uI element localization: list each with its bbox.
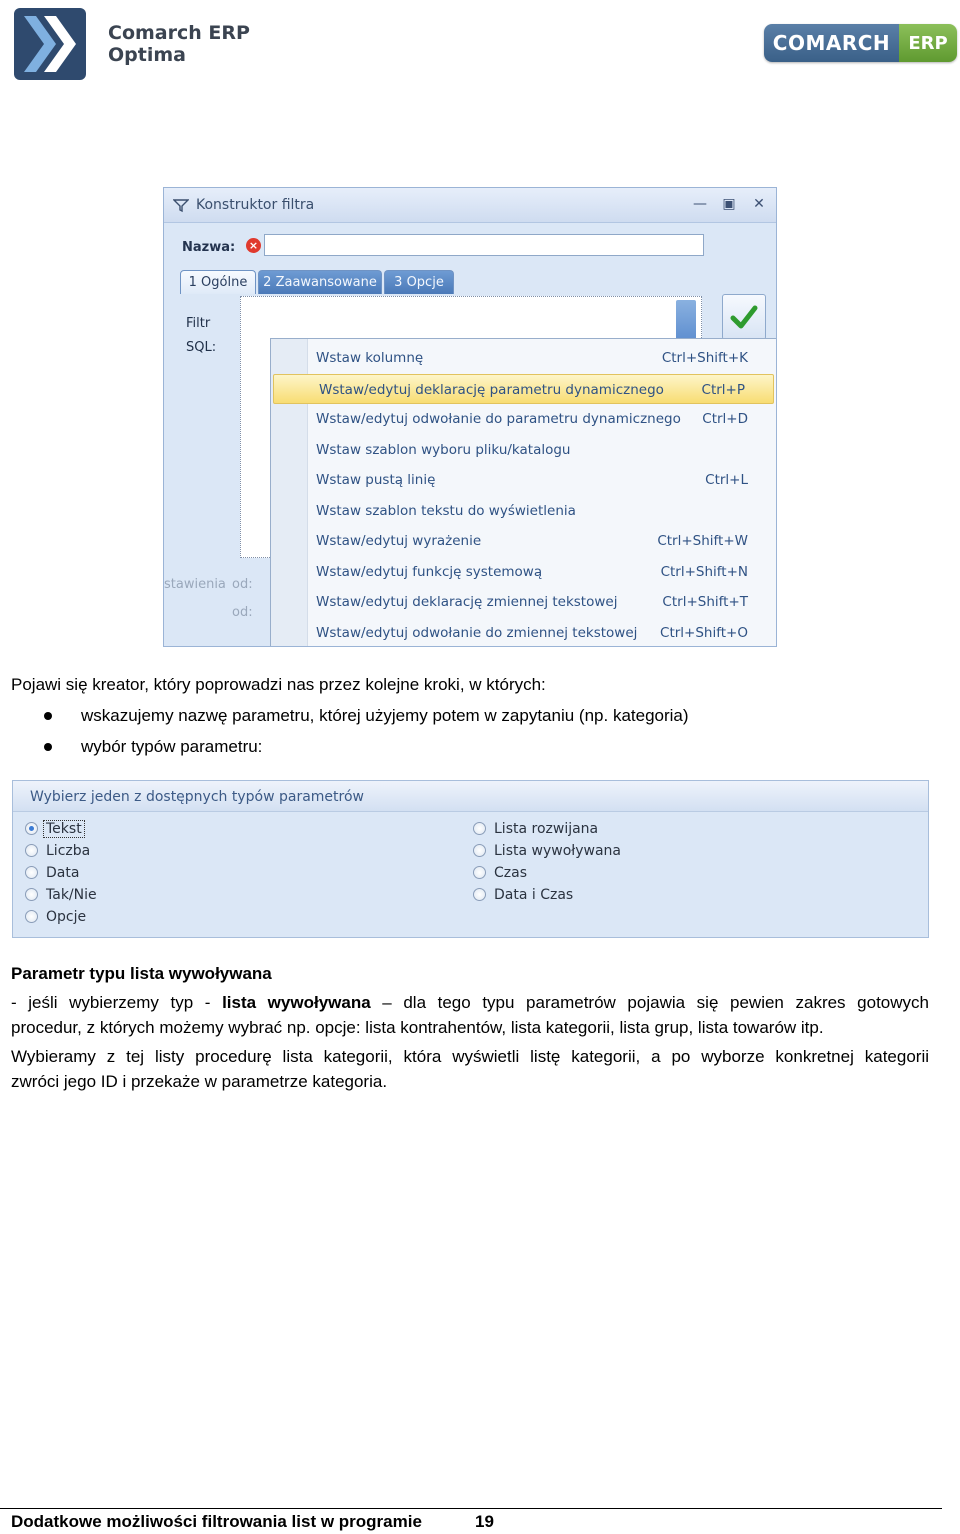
radio-button-icon[interactable] <box>473 888 486 901</box>
tab-options[interactable]: 3 Opcje <box>384 270 454 294</box>
funnel-icon <box>173 197 189 213</box>
filter-sql-label <box>186 312 216 360</box>
menu-item-shortcut: Ctrl+Shift+N <box>660 563 748 580</box>
footer-rule <box>0 1508 942 1509</box>
menu-item-label: Wstaw/edytuj funkcję systemową <box>316 563 543 580</box>
name-label: Nazwa: <box>182 240 236 255</box>
dialog-titlebar <box>164 188 776 223</box>
radio-button-icon[interactable] <box>25 888 38 901</box>
section-heading: Parametr typu lista wywoływana <box>11 964 272 983</box>
page-number: 19 <box>475 1512 494 1531</box>
bullet-item-2: wybór typów parametru: <box>81 737 263 756</box>
bullet-item-1: wskazujemy nazwę parametru, której użyjemy potem w zapytaniu (np. kategoria) <box>81 706 689 725</box>
intro-paragraph: Pojawi się kreator, który poprowadzi nas przez kolejne kroki, w których: <box>11 675 546 694</box>
context-menu <box>270 338 777 647</box>
footer-title: Dodatkowe możliwości filtrowania list w programie <box>11 1512 422 1531</box>
menu-item[interactable] <box>271 618 776 648</box>
error-icon: × <box>246 238 261 253</box>
menu-item[interactable] <box>271 496 776 526</box>
parameter-type-chooser <box>12 780 929 938</box>
menu-item[interactable] <box>271 587 776 617</box>
comarch-erp-badge <box>764 24 957 62</box>
p1-bold: lista wywoływana <box>222 993 371 1012</box>
radio-option[interactable] <box>25 908 245 928</box>
bullet-marker <box>44 743 52 751</box>
checkmark-icon <box>730 304 758 330</box>
radio-label: Data i Czas <box>494 887 574 903</box>
radio-label: Lista wywoływana <box>494 843 621 859</box>
radio-button-icon[interactable] <box>473 844 486 857</box>
menu-item-label: Wstaw/edytuj odwołanie do zmiennej tekstowej <box>316 624 638 641</box>
filter-builder-dialog <box>163 187 777 647</box>
brand-badge-left: COMARCH <box>764 24 899 62</box>
name-input[interactable] <box>264 234 704 256</box>
menu-item-label: Wstaw szablon tekstu do wyświetlenia <box>316 502 576 519</box>
paragraph-1-line-1 <box>11 991 929 1015</box>
radio-label: Opcje <box>46 909 87 925</box>
logo-line-1: Comarch ERP <box>108 22 250 44</box>
tab-advanced[interactable]: 2 Zaawansowane <box>258 270 382 294</box>
menu-item-label: Wstaw pustą linię <box>316 472 436 488</box>
logo-wordmark <box>108 22 250 66</box>
menu-item[interactable] <box>271 526 776 556</box>
menu-item-label: Wstaw/edytuj deklarację zmiennej tekstowej <box>316 594 618 610</box>
close-icon[interactable]: ✕ <box>753 196 765 212</box>
radio-option[interactable] <box>25 820 245 840</box>
radio-option[interactable] <box>473 864 693 884</box>
comarch-optima-logo-icon <box>14 8 86 80</box>
menu-item-shortcut: Ctrl+Shift+T <box>662 594 748 610</box>
from-label-1: od: <box>232 577 253 592</box>
paragraph-2-line-2: zwróci jego ID i przekaże w parametrze kategoria. <box>11 1072 388 1091</box>
menu-item-shortcut: Ctrl+P <box>701 381 745 398</box>
minimize-icon[interactable]: — <box>693 196 707 212</box>
menu-item-shortcut: Ctrl+D <box>702 411 748 427</box>
menu-item-shortcut: Ctrl+Shift+K <box>661 350 748 366</box>
radio-label: Lista rozwijana <box>494 821 599 837</box>
radio-option[interactable] <box>25 886 245 906</box>
radio-label: Tekst <box>46 821 82 837</box>
radio-button-icon[interactable] <box>25 910 38 923</box>
radio-option[interactable] <box>25 864 245 884</box>
radio-label: Tak/Nie <box>46 887 97 903</box>
filter-label-line-2: SQL: <box>186 340 217 355</box>
radio-option[interactable] <box>473 886 693 906</box>
menu-item-label: Wstaw szablon wyboru pliku/katalogu <box>316 441 571 458</box>
menu-item-label: Wstaw/edytuj odwołanie do parametru dynamicznego <box>316 411 681 427</box>
filter-label-line-1: Filtr <box>186 316 211 331</box>
radio-button-icon[interactable] <box>25 866 38 879</box>
radio-option[interactable] <box>473 820 693 840</box>
chooser-header <box>13 781 928 812</box>
paragraph-1-line-2: procedur, z których możemy wybrać np. opcje: lista kontrahentów, lista kategorii, lista grup, lista towarów itp. <box>11 1018 824 1037</box>
radio-button-icon[interactable] <box>25 822 38 835</box>
menu-item-label: Wstaw/edytuj wyrażenie <box>316 533 482 549</box>
confirm-button[interactable] <box>722 294 766 340</box>
radio-option[interactable] <box>25 842 245 862</box>
radio-label: Data <box>46 865 80 881</box>
menu-item-label: Wstaw kolumnę <box>316 350 424 366</box>
radio-button-icon[interactable] <box>473 822 486 835</box>
radio-button-icon[interactable] <box>25 844 38 857</box>
radio-option[interactable] <box>473 842 693 862</box>
p1-rest: – dla tego typu parametrów pojawia się pewien zakres gotowych <box>382 993 929 1012</box>
menu-item[interactable] <box>271 557 776 587</box>
radio-button-icon[interactable] <box>473 866 486 879</box>
menu-item-shortcut: Ctrl+Shift+O <box>660 624 748 641</box>
logo-line-2: Optima <box>108 44 186 66</box>
menu-item-label: Wstaw/edytuj deklarację parametru dynamicznego <box>319 381 664 398</box>
menu-item-shortcut: Ctrl+Shift+W <box>657 533 748 549</box>
menu-item[interactable] <box>271 465 776 495</box>
menu-item[interactable] <box>271 435 776 465</box>
menu-item[interactable] <box>271 404 776 434</box>
tab-general[interactable]: 1 Ogólne <box>180 270 256 294</box>
dialog-title: Konstruktor filtra <box>196 197 315 213</box>
scrollbar-thumb[interactable] <box>676 300 696 340</box>
from-label-2: od: <box>232 605 253 620</box>
menu-item[interactable] <box>273 374 774 404</box>
radio-label: Liczba <box>46 843 91 859</box>
radio-label: Czas <box>494 865 527 881</box>
brand-badge-right: ERP <box>899 24 957 62</box>
settings-label: stawienia <box>164 577 226 592</box>
maximize-icon[interactable]: ▣ <box>722 196 736 212</box>
chooser-title: Wybierz jeden z dostępnych typów parametrów <box>30 789 364 805</box>
p1-prefix: - jeśli wybierzemy typ - <box>11 993 211 1012</box>
menu-item[interactable] <box>271 343 776 373</box>
paragraph-2-line-1: Wybieramy z tej listy procedurę lista kategorii, która wyświetli listę kategorii, a po wyborze konkretnej kategorii <box>11 1047 929 1066</box>
bullet-marker <box>44 712 52 720</box>
menu-item-shortcut: Ctrl+L <box>705 472 748 488</box>
